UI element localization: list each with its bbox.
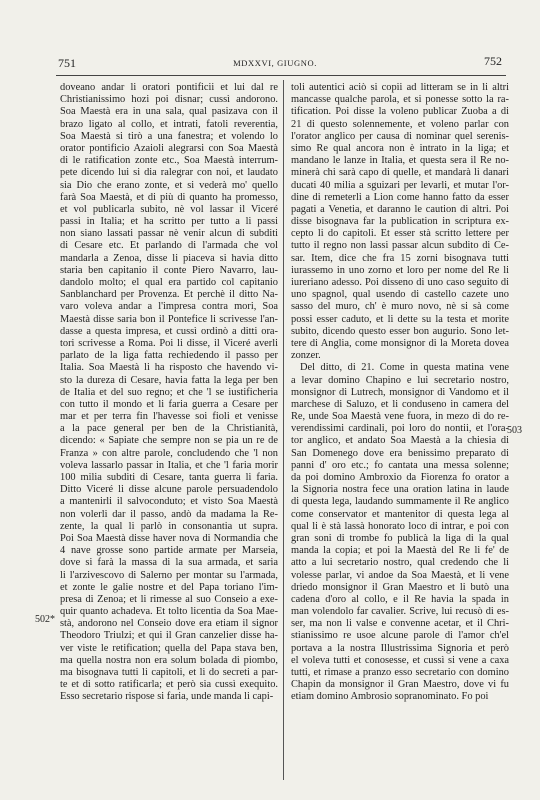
text-line: brazo ligato al collo, et intrati, fatoli reverentia, — [60, 118, 278, 130]
text-line: cepto li do capitoli. Et esser stà scritto lettere per — [291, 228, 509, 240]
text-line: Esso secretario rispose si faria, unde manda li capi- — [60, 691, 274, 703]
text-line: li l'arzivescovo di Salerno per montar su l'armada, — [60, 569, 278, 581]
text-line: Chapin da monsignor il Gran Maestro, dove vi fu — [291, 679, 509, 691]
text-line: staria ben capitanio il conte Piero Navarro, lau- — [60, 264, 278, 276]
running-title: MDXXVI, GIUGNO. — [233, 58, 317, 68]
text-line: con tutto il mondo et li faria guerra a Cesare per — [60, 398, 278, 410]
text-line: doveano andar li oratori pontificii et lui dal re — [60, 82, 278, 93]
text-line: come conservator et mantenitor di questa lega al — [291, 508, 509, 520]
text-line: tor anglico, et andato Soa Maestà a la chiesia di — [291, 435, 509, 447]
text-line: orator pontificio Azaioli alegrarsi con Soa Maestà — [60, 142, 278, 154]
text-line: Franza » con altre parole, concludendo che 'l non — [60, 447, 278, 459]
text-line: non siano lassati passar nè venir alcun di subditi — [60, 228, 278, 240]
text-line: dandolo molto; el qual era partido col capitanio — [60, 277, 278, 288]
text-line: portava a la nostra Illustrissima Signoria et però — [291, 642, 509, 654]
text-line: zonzer. — [291, 350, 321, 362]
text-line: dove si farà la massa di la sua armada, et saria — [60, 557, 278, 569]
text-line: tori scrivesse a Roma. Poi li disse, il Viceré averli — [60, 337, 278, 349]
text-line: a la pace general per ben de la Christianità, — [60, 423, 278, 435]
text-line: atto a lui secretario nostro, qual credendo che li — [291, 557, 509, 569]
text-line: 4 nave grosse sono partide armate per Marseia, — [60, 545, 278, 557]
text-line: tere di Anglia, come monsignor di la Moreta dovea — [291, 337, 509, 349]
page-number-right: 752 — [484, 54, 502, 68]
text-line: quir quanto achadeva. Et tolto licentia da Soa Mae- — [60, 606, 278, 618]
text-line: el voleva tutti et conosesse, et cussì si vene a caxa — [291, 654, 509, 666]
text-line: mandarla a Zenoa, disse li piaceva si havia ditto — [60, 252, 278, 264]
text-line: voleva lassarlo passar in Italia, et che 'l faria morir — [60, 459, 278, 471]
text-line: a levar domino Chapino e lui secretario nostro, — [291, 374, 509, 386]
text-line: ma quella nostra non era solum bolada di piombo, — [60, 654, 278, 666]
text-line: dine di remeterli a Lion come hanno fatto da esser — [291, 191, 509, 203]
text-line: marchese di Saluzo, et li conduseno in camera del — [291, 398, 509, 410]
text-line: subito, dicendo questo esser bon augurio. Sono let- — [291, 325, 509, 337]
text-line: di le ratification zonte etc., Soa Maestà interrum- — [60, 155, 278, 167]
page-header — [48, 56, 502, 72]
text-line: San Domenego dove era benissimo preparato di — [291, 447, 509, 459]
right-column — [291, 82, 509, 704]
text-line: di Cesare etc. Et parlando di l'armada che vol — [60, 240, 278, 252]
text-line: tification. Poi disse la voleno publicar Zuoba a di — [291, 106, 509, 118]
text-line: sia Dio che erano zonte, et si vederà mo' quello — [60, 179, 278, 191]
text-line: Ditto Viceré li disse alcune parole persuadendolo — [60, 484, 278, 496]
text-line: la Signoria nostra fece una oration latina in laude — [291, 484, 509, 496]
text-line: a mantenirli il salvoconduto; et visto Soa Maestà — [60, 496, 278, 508]
text-line: ser, ma non li valse e convenne acetar, et il Chri- — [291, 618, 509, 630]
text-line: presa di Zenoa; et li rimesse al suo Conseio a exe- — [60, 593, 278, 605]
text-line: Soa Maestà era in una sala, qual pasizava con il — [60, 106, 278, 118]
text-line: l'orator anglico per causa di nominar quel serenis- — [291, 130, 509, 142]
text-line: Del ditto, di 21. Come in questa matina vene — [300, 362, 509, 374]
text-line: man volendolo far cavalier. Scrive, lui recusò di es- — [291, 606, 509, 618]
text-line: verendissimi cardinali, poi loro do nontii, et l'ora- — [291, 423, 509, 435]
text-line: toli autentici aciò si copii ad litteram se in li altri — [291, 82, 509, 93]
text-line: Theodoro Triulzi; et qui il Gran canzelier disse ha- — [60, 630, 278, 642]
text-line: stà, andorono nel Conseio dove era etiam il signor — [60, 618, 278, 630]
text-line: cadena d'oro al collo, e il Re havia la spada in — [291, 593, 509, 605]
text-line: et zonte le galie nostre et del Papa toriano l'im- — [60, 581, 278, 593]
text-line: de Italia et del suo regno; et che 'l se iustificheria — [60, 386, 278, 398]
text-line: possi esser caduto, et li dette su la testa et morite — [291, 313, 509, 325]
text-line: Christianissimo hozi poi disnar; cussì andorono. — [60, 94, 278, 106]
text-line: pete dicendo lui si dia ralegrar con noi, et laudato — [60, 167, 278, 179]
text-line: panni d' oro etc.; fo cantata una messa solenne; — [291, 459, 509, 471]
text-line: stianissimo re usoe alcune parole di l'amor ch'el — [291, 630, 509, 642]
header-rule — [56, 75, 506, 76]
text-line: varo voleva andar a l'impresa contra mori, Soa — [60, 301, 278, 313]
text-line: gran soni di trombe fo publicà la liga di la qual — [291, 532, 509, 544]
text-line: minerà chi sarà capo di quelle, et mandarà li danari — [291, 167, 509, 179]
text-line: dasse a questa impresa, et cussì ordinò a ditti ora- — [60, 325, 278, 337]
text-line: uno spagnol, qual usendo di castello cazete uno — [291, 289, 509, 301]
text-line: non volerli dar il passo, andò da madama la Re- — [60, 508, 278, 520]
text-line: passi in Italia; et ha scritto per tutto a li passi — [60, 216, 278, 228]
text-line: simo Re qual ancora non è intrato in la liga; et — [291, 142, 509, 154]
text-line: sar. Item, dice che fra 15 zorni bisognava tutti — [291, 252, 509, 264]
text-line: parlato de la liga fatta rechiedendo il passo per — [60, 350, 278, 362]
text-line: etiam domino Ambrosio sopranominato. Fo poi — [291, 691, 489, 703]
text-line: monsignor di Lutrech, monsignor di Vandomo et il — [291, 386, 509, 398]
text-line: mancasse qualche parola, et si ponesse sotto la ra- — [291, 94, 509, 106]
text-line: dicendo: « Sapiate che sempre non se pia un re de — [60, 435, 278, 447]
text-line: di questa lega, laudando summamente il Re anglico — [291, 496, 509, 508]
text-line: Maestà disse saria bon il Pontefice li scrivesse l'an- — [60, 313, 278, 325]
text-line: ducati 40 milia a sguizari per levarli, et mutar l'or- — [291, 179, 509, 191]
margin-note-right: 503 — [507, 425, 522, 436]
text-line: volesse parlar, vi andoe da Soa Maestà, et li vene — [291, 569, 509, 581]
text-line: manda la copia; et poi la Maestà del Re li fe' de — [291, 545, 509, 557]
text-line: farà Soa Maestà, et di più di quanto ha promesso, — [60, 191, 278, 203]
text-line: ma bisognava tutti li capitoli, et li do secreti a par- — [60, 667, 278, 678]
text-line: da poi domino Ambroxio da Fiorenza fo orator a — [291, 472, 509, 483]
text-line: mar et per terra fin l'havesse soi fioli et venisse — [60, 411, 278, 423]
text-line: Sanblanchard per Provenza. Et perchè il ditto Na- — [60, 289, 278, 301]
text-line: qual li è stà lassà honorato loco di intrar, e poi con — [291, 520, 509, 532]
text-line: mandano le lanze in Italia, et questa sera il Re no- — [291, 155, 509, 167]
text-line: disse bisognava far la publication in scriptura ex- — [291, 216, 509, 228]
text-line: iurassemo in uno zorno et loro per nome del Re li — [291, 264, 509, 276]
text-line: ver viste le retification; quella del Papa stava ben, — [60, 642, 278, 654]
text-line: te et di sotto ratificarla; et però sia cussì exequito. — [60, 679, 278, 691]
text-line: sto la dureza di Cesare, havia fatta la lega per ben — [60, 374, 278, 386]
text-line: driedo monsignor il Gran Maestro et li butò una — [291, 581, 509, 593]
text-line: sasso del muro, ch' è muro novo, nè si sà come — [291, 301, 509, 313]
text-line: Poi Soa Maestà disse haver nova di Normandia che — [60, 532, 278, 544]
text-line: Re, unde Soa Maestà vene fuora, in mezo di do re- — [291, 411, 509, 423]
text-line: zente, la qual li parlò in consonantia ut supra. — [60, 520, 278, 532]
page-number-left: 751 — [58, 56, 76, 70]
text-line: Soa Maestà si tirò a una fanestra; et volendo lo — [60, 130, 278, 142]
text-line: iureriano adesso. Poi disseno di uno caso seguito di — [291, 277, 509, 288]
text-line: Italia. Soa Maestà li ha risposto che havendo vi- — [60, 362, 278, 374]
text-line: tutto il regno non lassi passar alcun subdito di Ce- — [291, 240, 509, 252]
left-column — [60, 82, 278, 704]
text-line: pagati a Venetia, et daranno le caution di altri. Poi — [291, 203, 509, 215]
margin-note-left: 502* — [35, 614, 55, 625]
text-line: et vol publicarla subito, nè vol lassar il Viceré — [60, 203, 278, 215]
text-line: 21 di questo solennemente, et voleno parlar con — [291, 118, 509, 130]
text-line: 100 milia subditi di Cesare, tanta guerra li faria. — [60, 472, 278, 483]
column-divider — [283, 80, 284, 780]
text-line: tutti, et rimase a pranzo esso secretario con domino — [291, 667, 509, 678]
